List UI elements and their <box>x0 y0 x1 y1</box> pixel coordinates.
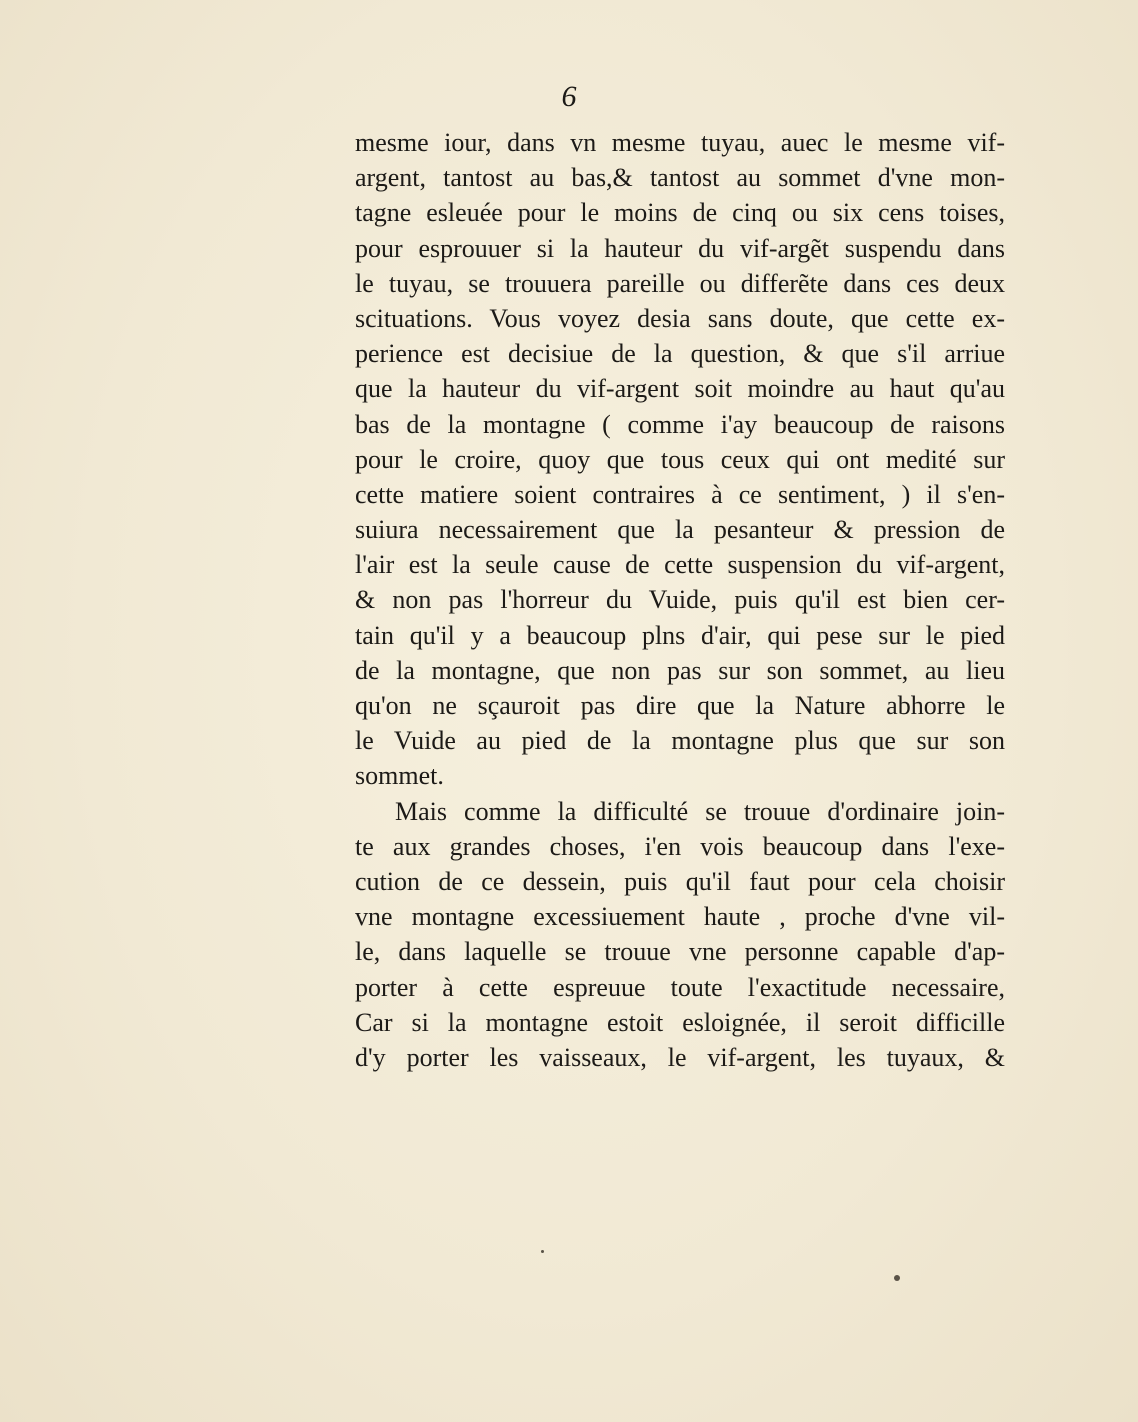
text-line: & non pas l'horreur du Vuide, puis qu'il est bien cer- <box>355 585 1005 615</box>
text-line: l'air est la seule cause de cette suspension du vif-argent, <box>355 550 1005 580</box>
text-line: tagne esleuée pour le moins de cinq ou six cens toises, <box>355 198 1005 228</box>
text-line: le tuyau, se trouuera pareille ou differẽte dans ces deux <box>355 268 1005 298</box>
text-line: vne montagne excessiuement haute , proche d'vne vil- <box>355 902 1005 932</box>
text-line: le, dans laquelle se trouue vne personne capable d'ap- <box>355 937 1005 967</box>
text-line: te aux grandes choses, i'en vois beaucoup dans l'exe- <box>355 831 1005 861</box>
text-line: cution de ce dessein, puis qu'il faut pour cela choisir <box>355 866 1005 896</box>
ink-spot <box>894 1275 900 1281</box>
body-text <box>355 125 1005 1075</box>
text-line: qu'on ne sçauroit pas dire que la Nature abhorre le <box>355 691 1005 720</box>
text-line: tain qu'il y a beaucoup plns d'air, qui pese sur le pied <box>355 620 1005 650</box>
ink-spot <box>541 1250 544 1253</box>
page-number: 6 <box>561 80 577 113</box>
text-line: le Vuide au pied de la montagne plus que sur son <box>355 726 1005 756</box>
text-line: Mais comme la difficulté se trouue d'ordinaire join- <box>395 796 1005 826</box>
text-line: d'y porter les vaisseaux, le vif-argent, les tuyaux, & <box>355 1042 1005 1072</box>
text-line: sommet. <box>355 761 444 791</box>
text-line: mesme iour, dans vn mesme tuyau, auec le mesme vif- <box>355 128 1005 157</box>
text-line: pour esprouuer si la hauteur du vif-argẽt suspendu dans <box>355 233 1005 263</box>
text-line: bas de la montagne ( comme i'ay beaucoup de raisons <box>355 409 1005 439</box>
text-line: cette matiere soient contraires à ce sentiment, ) il s'en- <box>355 479 1005 509</box>
text-line: de la montagne, que non pas sur son sommet, au lieu <box>355 655 1005 685</box>
text-line: que la hauteur du vif-argent soit moindre au haut qu'au <box>355 374 1005 404</box>
text-line: perience est decisiue de la question, & que s'il arriue <box>355 339 1005 369</box>
text-line: Car si la montagne estoit esloignée, il seroit difficille <box>355 1007 1005 1037</box>
text-line: argent, tantost au bas,& tantost au sommet d'vne mon- <box>355 163 1005 193</box>
text-line: pour le croire, quoy que tous ceux qui ont medité sur <box>355 444 1005 474</box>
text-line: scituations. Vous voyez desia sans doute, que cette ex- <box>355 303 1005 333</box>
text-line: porter à cette espreuue toute l'exactitude necessaire, <box>355 972 1005 1002</box>
text-line: suiura necessairement que la pesanteur & pression de <box>355 515 1005 545</box>
